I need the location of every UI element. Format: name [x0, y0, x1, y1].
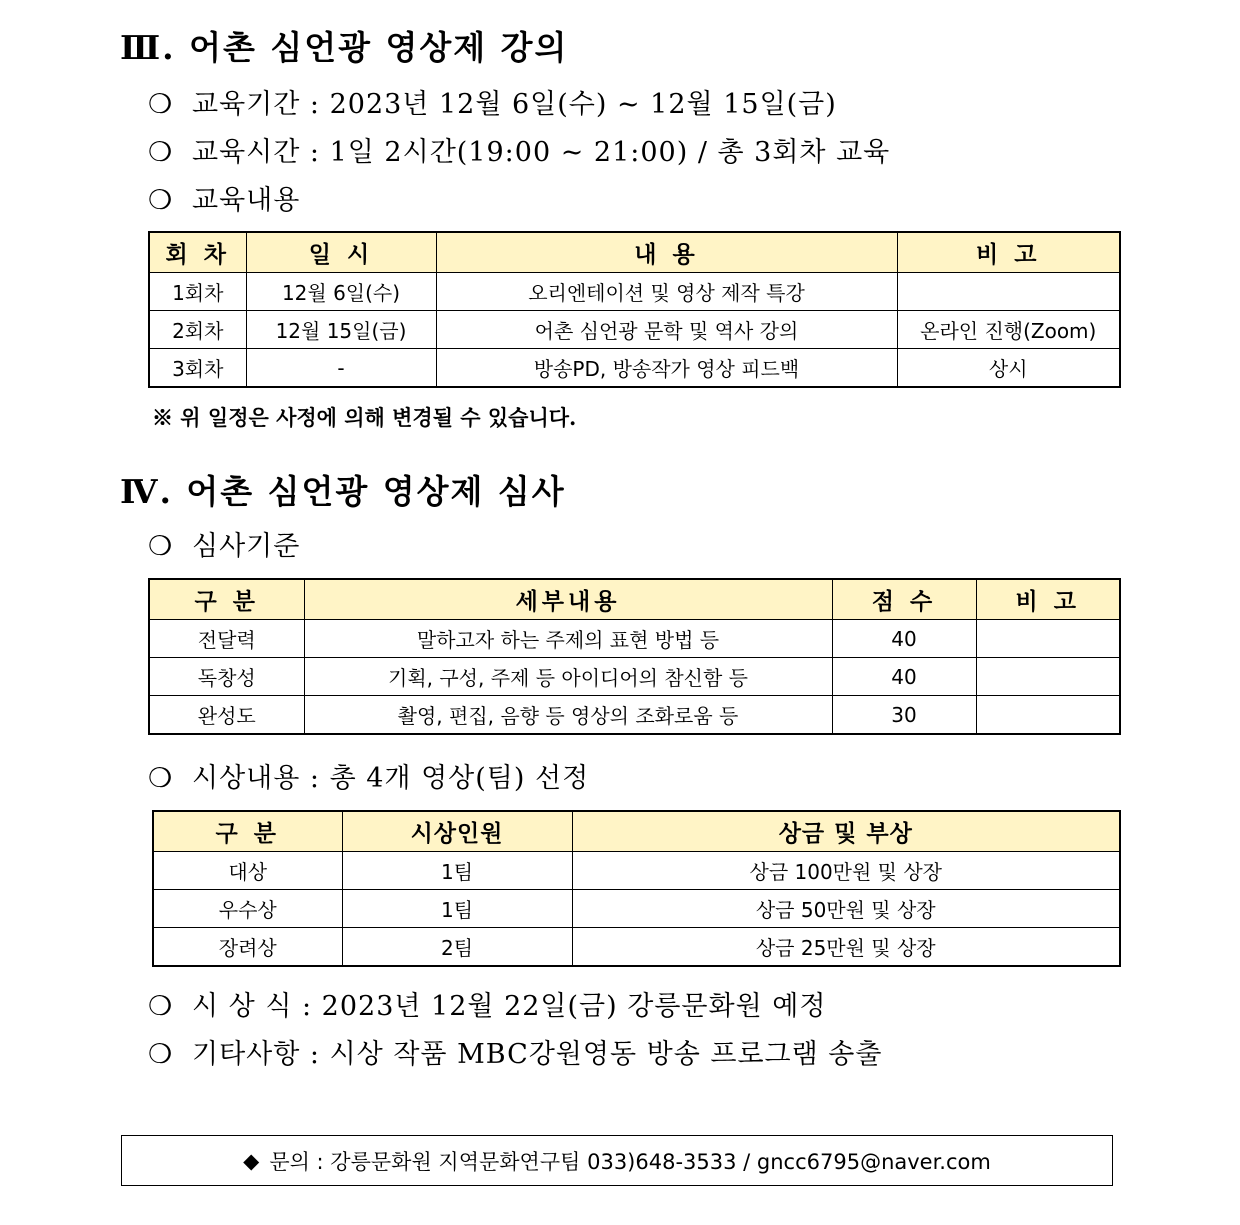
table-cell: 12월 15일(금)	[246, 311, 436, 349]
bullet-circle-icon: ❍	[148, 89, 174, 120]
table-header: 시상인원	[342, 811, 572, 852]
table-cell	[976, 658, 1120, 696]
table-cell	[976, 620, 1120, 658]
table-header: 세부내용	[304, 579, 832, 620]
lecture-schedule-table	[148, 231, 1121, 388]
table-header: 비 고	[976, 579, 1120, 620]
table-row	[153, 852, 1120, 890]
table-cell: 1팀	[342, 890, 572, 928]
education-content	[148, 178, 300, 217]
table-cell: 2회차	[149, 311, 246, 349]
criteria-table	[148, 578, 1121, 735]
table-cell: 상금 50만원 및 상장	[572, 890, 1120, 928]
table-cell: 40	[832, 620, 976, 658]
bullet-circle-icon: ❍	[148, 137, 174, 168]
table-header: 내 용	[436, 232, 897, 273]
table-cell: 독창성	[149, 658, 304, 696]
contact-box	[121, 1135, 1113, 1186]
table-cell: 30	[832, 696, 976, 735]
table-cell: 2팀	[342, 928, 572, 967]
table-cell: 완성도	[149, 696, 304, 735]
table-cell: 전달력	[149, 620, 304, 658]
table-row	[149, 620, 1120, 658]
table-cell: 장려상	[153, 928, 342, 967]
table-cell: 1팀	[342, 852, 572, 890]
criteria-label-text: 심사기준	[192, 531, 301, 562]
table-cell: 1회차	[149, 273, 246, 311]
education-period	[148, 82, 837, 121]
table-cell: 대상	[153, 852, 342, 890]
table-header: 회 차	[149, 232, 246, 273]
table-row	[153, 890, 1120, 928]
diamond-icon: ◆	[243, 1148, 260, 1173]
table-cell: 우수상	[153, 890, 342, 928]
schedule-change-note: ※ 위 일정은 사정에 의해 변경될 수 있습니다.	[152, 405, 577, 430]
education-period-text: 교육기간 : 2023년 12월 6일(수) ~ 12월 15일(금)	[192, 89, 837, 120]
table-header-row	[153, 811, 1120, 852]
table-header: 일 시	[246, 232, 436, 273]
award-table	[152, 810, 1121, 967]
section-4-title: Ⅳ. 어촌 심언광 영상제 심사	[120, 472, 566, 511]
bullet-circle-icon: ❍	[148, 1039, 174, 1070]
table-header-row	[149, 579, 1120, 620]
table-row	[149, 349, 1120, 388]
table-cell: -	[246, 349, 436, 388]
bullet-circle-icon: ❍	[148, 185, 174, 216]
table-row	[149, 696, 1120, 735]
table-cell: 기획, 구성, 주제 등 아이디어의 참신함 등	[304, 658, 832, 696]
ceremony-info	[148, 984, 826, 1023]
table-cell: 40	[832, 658, 976, 696]
table-cell: 촬영, 편집, 음향 등 영상의 조화로움 등	[304, 696, 832, 735]
table-row	[153, 928, 1120, 967]
table-cell: 12월 6일(수)	[246, 273, 436, 311]
table-header: 구 분	[153, 811, 342, 852]
bullet-circle-icon: ❍	[148, 531, 174, 562]
table-header: 상금 및 부상	[572, 811, 1120, 852]
table-cell: 상금 100만원 및 상장	[572, 852, 1120, 890]
table-cell: 방송PD, 방송작가 영상 피드백	[436, 349, 897, 388]
etc-info	[148, 1032, 882, 1071]
table-cell: 오리엔테이션 및 영상 제작 특강	[436, 273, 897, 311]
award-label	[148, 756, 589, 795]
award-label-text: 시상내용 : 총 4개 영상(팀) 선정	[192, 763, 590, 794]
table-cell: 상시	[897, 349, 1120, 388]
ceremony-info-text: 시 상 식 : 2023년 12월 22일(금) 강릉문화원 예정	[192, 991, 827, 1022]
table-cell: 상금 25만원 및 상장	[572, 928, 1120, 967]
table-header: 구 분	[149, 579, 304, 620]
table-header: 비 고	[897, 232, 1120, 273]
table-cell	[897, 273, 1120, 311]
table-header: 점 수	[832, 579, 976, 620]
bullet-circle-icon: ❍	[148, 763, 174, 794]
table-cell: 말하고자 하는 주제의 표현 방법 등	[304, 620, 832, 658]
education-content-text: 교육내용	[192, 185, 301, 216]
education-time	[148, 130, 890, 169]
table-cell: 어촌 심언광 문학 및 역사 강의	[436, 311, 897, 349]
section-3-title: Ⅲ. 어촌 심언광 영상제 강의	[120, 28, 569, 67]
etc-info-text: 기타사항 : 시상 작품 MBC강원영동 방송 프로그램 송출	[192, 1039, 883, 1070]
criteria-label	[148, 524, 300, 563]
bullet-circle-icon: ❍	[148, 991, 174, 1022]
table-row	[149, 273, 1120, 311]
table-cell	[976, 696, 1120, 735]
table-row	[149, 658, 1120, 696]
table-cell: 온라인 진행(Zoom)	[897, 311, 1120, 349]
table-cell: 3회차	[149, 349, 246, 388]
education-time-text: 교육시간 : 1일 2시간(19:00 ~ 21:00) / 총 3회차 교육	[192, 137, 891, 168]
contact-text: 문의 : 강릉문화원 지역문화연구팀 033)648-3533 / gncc6795@naver.com	[269, 1149, 991, 1174]
table-row	[149, 311, 1120, 349]
table-header-row	[149, 232, 1120, 273]
